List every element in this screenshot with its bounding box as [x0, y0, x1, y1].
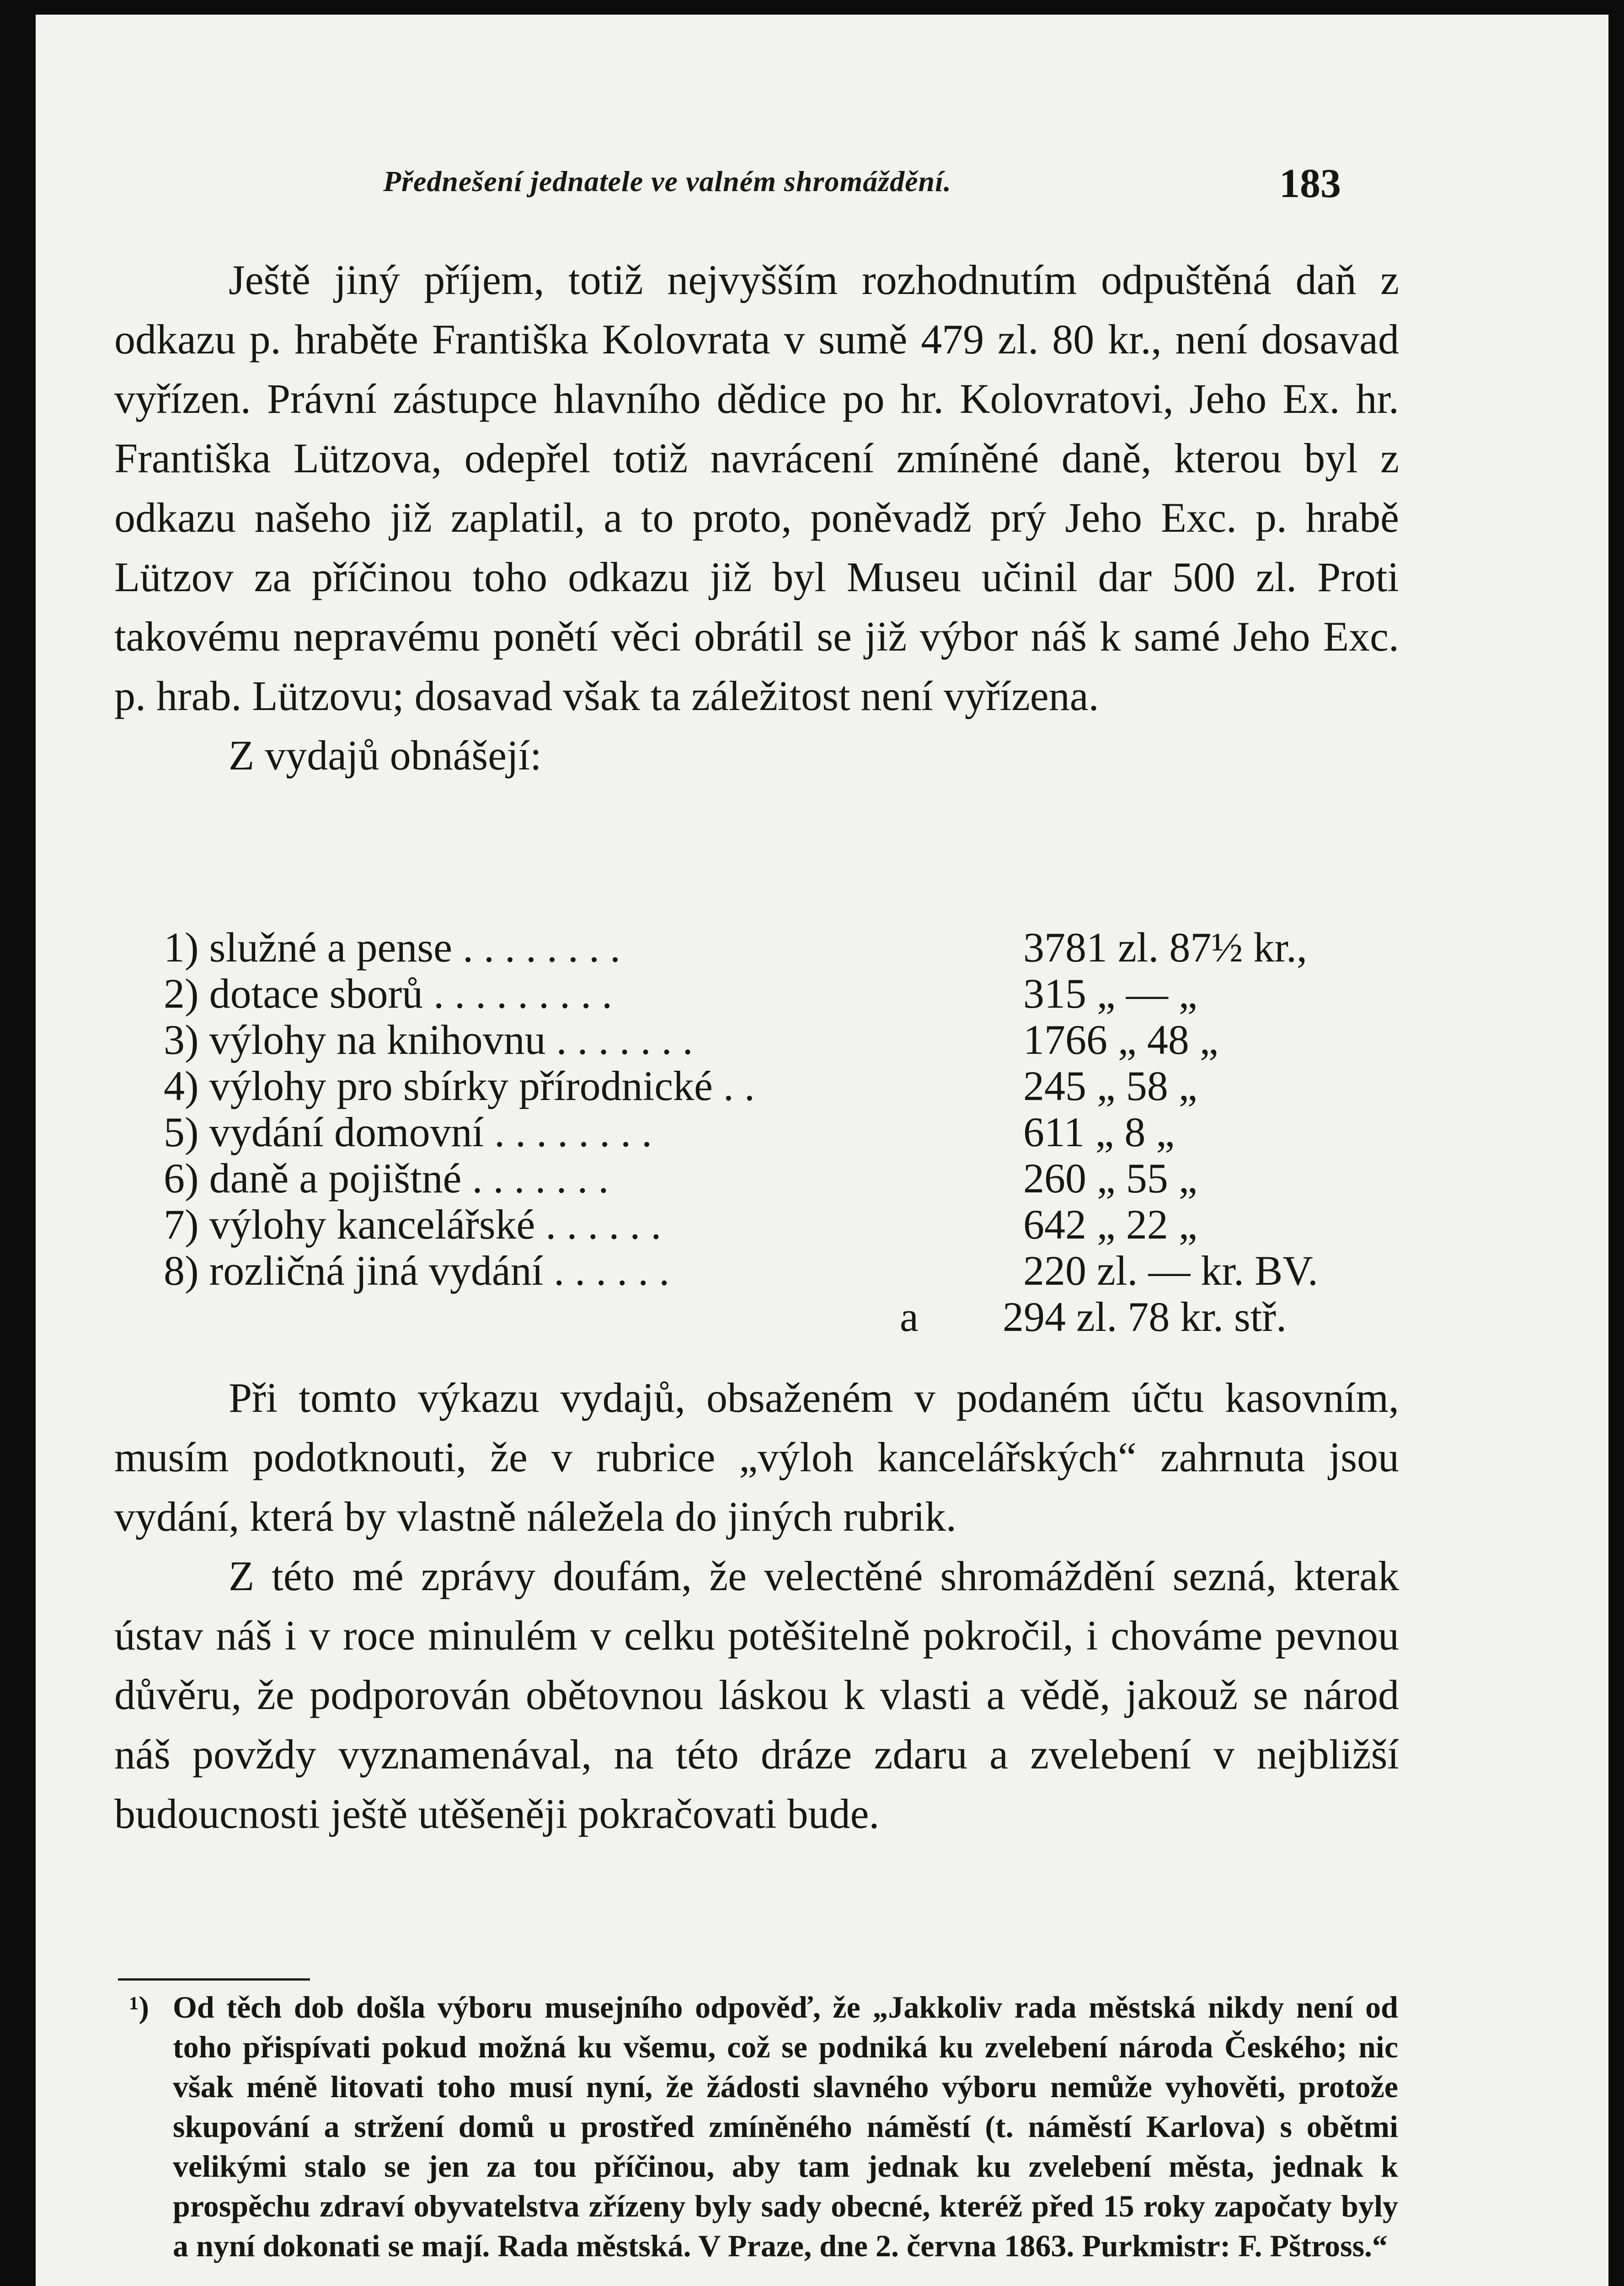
footnote	[129, 1987, 1398, 2266]
expense-row	[127, 971, 1403, 1017]
expense-label: 3) výlohy na knihovnu . . . . . . .	[164, 1016, 693, 1063]
closing-text	[114, 1368, 1399, 1843]
footnote-divider	[118, 1978, 310, 1981]
page-header	[36, 160, 1608, 210]
expense-amount: 3781 zl. 87½ kr.,	[1023, 924, 1307, 971]
expense-row	[127, 1155, 1403, 1202]
expense-row	[127, 1202, 1403, 1248]
expense-row	[127, 924, 1403, 971]
expense-label: 2) dotace sborů . . . . . . . . .	[164, 970, 613, 1017]
expense-label: 6) daně a pojištné . . . . . . .	[164, 1155, 609, 1202]
paragraph-expenses-note: Při tomto výkazu vydajů, obsaženém v podaném účtu kasovním, musím podotknouti, že v rubrice „výloh kancelářských“ zahrnuta jsou vydání, která by vlastně náležela do jiných rubrik.	[114, 1374, 1399, 1540]
expense-row	[127, 1109, 1403, 1155]
expense-total-prefix: a	[900, 1293, 919, 1340]
expense-label: 8) rozličná jiná vydání . . . . . .	[164, 1247, 670, 1294]
expense-amount: 1766 „ 48 „	[1023, 1016, 1218, 1063]
main-text	[114, 250, 1399, 785]
expense-amount: 220 zl. — kr. BV.	[1023, 1247, 1318, 1294]
running-head: Přednešení jednatele ve valném shromáždění.	[383, 165, 951, 198]
book-page	[36, 15, 1608, 2286]
expenses-list	[127, 924, 1403, 1340]
expense-row	[127, 1063, 1403, 1109]
expense-label: 7) výlohy kancelářské . . . . . .	[164, 1201, 662, 1248]
expense-amount: 245 „ 58 „	[1023, 1063, 1197, 1109]
expense-amount: 260 „ 55 „	[1023, 1155, 1197, 1202]
expense-label: 4) výlohy pro sbírky přírodnické . .	[164, 1063, 755, 1109]
expense-amount: 611 „ 8 „	[1023, 1109, 1175, 1155]
paragraph-revenue: Ještě jiný příjem, totiž nejvyšším rozhodnutím odpuštěná daň z odkazu p. hraběte Františka Kolovrata v sumě 479 zl. 80 kr., není dosavad vyřízen. Právní zástupce hlavního dědice po hr. Kolovratovi, Jeho Ex. hr. Františka Lützova, odepřel totiž navrácení zmíněné daně, kterou byl z odkazu našeho již zaplatil, a to proto, poněvadž prý Jeho Exc. p. hrabě Lützov za příčinou toho odkazu již byl Museu učinil dar 500 zl. Proti takovému nepravému ponětí věci obrátil se již výbor náš k samé Jeho Exc. p. hrab. Lützovu; dosavad však ta záležitost není vyřízena.	[114, 256, 1399, 719]
expense-row	[127, 1248, 1403, 1294]
footnote-mark: ¹)	[129, 1990, 150, 2024]
expense-amount: 642 „ 22 „	[1023, 1201, 1197, 1248]
expense-label: 5) vydání domovní . . . . . . . .	[164, 1109, 652, 1155]
expense-amount: 315 „ — „	[1023, 970, 1197, 1017]
expense-label: 1) služné a pense . . . . . . . .	[164, 924, 620, 971]
expense-total-amount: 294 zl. 78 kr. stř.	[1003, 1293, 1287, 1340]
expense-total-row	[127, 1294, 1403, 1340]
paragraph-conclusion: Z této mé zprávy doufám, že velectěné shromáždění sezná, kterak ústav náš i v roce minulém v celku potěšitelně pokročil, i chováme pevnou důvěru, že podporován obětovnou láskou k vlasti a vědě, jakouž se národ náš povždy vyznamenával, na této dráze zdaru a zvelebení v nejbližší budoucnosti ještě utěšeněji pokračovati bude.	[114, 1553, 1399, 1837]
expense-row	[127, 1017, 1403, 1063]
footnote-text: Od těch dob došla výboru musejního odpověď, že „Jakkoliv rada městská nikdy není od toho přispívati pokud možná ku všemu, což se podniká ku zvelebení národa Českého; nic však méně litovati toho musí nyní, že žádosti slavného výboru nemůže vyhověti, protože skupování a stržení domů u prostřed zmíněného náměstí (t. náměstí Karlova) s obětmi velikými stalo se jen za tou příčinou, aby tam jednak ku zvelebení města, jednak k prospěchu zdraví obyvatelstva zřízeny byly sady obecné, kteréž před 15 roky započaty byly a nyní dokonati se mají. Rada městská. V Praze, dne 2. června 1863. Purkmistr: F. Pštross.“	[173, 1990, 1398, 2263]
page-number: 183	[1279, 161, 1341, 206]
expenses-intro: Z vydajů obnášejí:	[229, 732, 542, 779]
